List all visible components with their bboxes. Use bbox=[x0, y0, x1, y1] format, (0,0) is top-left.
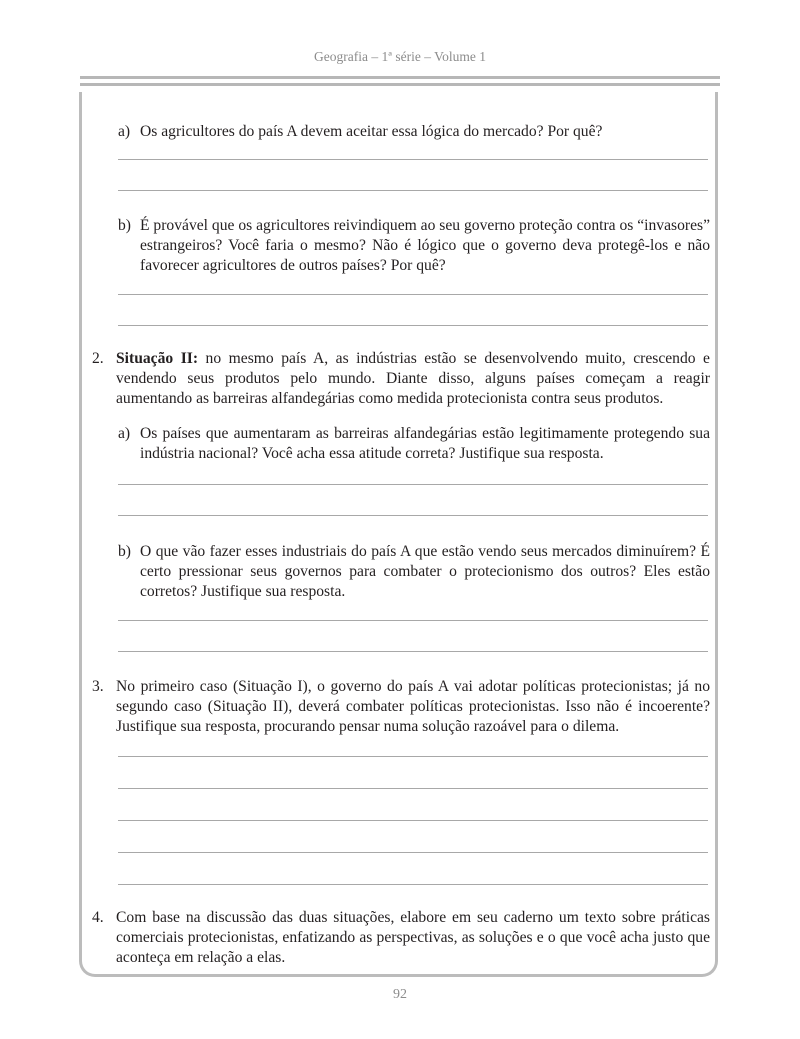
answer-line[interactable] bbox=[118, 484, 708, 485]
question-2 bbox=[92, 349, 710, 409]
question-text: No primeiro caso (Situação I), o governo do país A vai adotar políticas protecionistas; já no segundo caso (Situação II), deverá combater políticas protecionistas. Isso não é incoerente? Justifique sua resposta, procurando pensar numa solução razoável para o dilema. bbox=[116, 678, 710, 735]
answer-line[interactable] bbox=[118, 651, 708, 652]
item-text: O que vão fazer esses industriais do país A que estão vendo seus mercados diminuírem? É certo pressionar seus governos para combater o protecionismo dos outros? Eles estão corretos? Justifique sua resposta. bbox=[140, 543, 710, 600]
item-label: b) bbox=[118, 217, 131, 234]
item-text: É provável que os agricultores reivindiquem ao seu governo proteção contra os “invasores” estrangeiros? Você faria o mesmo? Não é lógico que o governo deva protegê-los e não favorecer agricultores de outros países? Por quê? bbox=[140, 217, 710, 274]
page-number: 92 bbox=[393, 987, 407, 1002]
item-label: a) bbox=[118, 425, 131, 442]
answer-line[interactable] bbox=[118, 159, 708, 160]
question-number: 3. bbox=[92, 678, 104, 695]
question-1a bbox=[118, 122, 710, 142]
answer-line[interactable] bbox=[118, 884, 708, 885]
answer-line[interactable] bbox=[118, 756, 708, 757]
answer-line[interactable] bbox=[118, 294, 708, 295]
answer-line[interactable] bbox=[118, 190, 708, 191]
question-4 bbox=[92, 908, 710, 968]
header-rule-bottom bbox=[80, 83, 720, 86]
question-3 bbox=[92, 677, 710, 737]
answer-line[interactable] bbox=[118, 515, 708, 516]
item-label: b) bbox=[118, 543, 131, 560]
answer-line[interactable] bbox=[118, 852, 708, 853]
question-text: no mesmo país A, as indústrias estão se desenvolvendo muito, crescendo e vendendo seus produtos pelo mundo. Diante disso, alguns países começam a reagir aumentando as barreiras alfandegárias como medida protecionista contra seus produtos. bbox=[116, 350, 710, 407]
header-rule-top bbox=[80, 76, 720, 79]
item-label: a) bbox=[118, 123, 131, 140]
situation-label: Situação II: bbox=[116, 350, 199, 367]
question-1b bbox=[118, 216, 710, 276]
answer-line[interactable] bbox=[118, 620, 708, 621]
question-2a bbox=[118, 424, 710, 464]
item-text: Os agricultores do país A devem aceitar essa lógica do mercado? Por quê? bbox=[140, 123, 603, 140]
question-text: Com base na discussão das duas situações, elabore em seu caderno um texto sobre práticas comerciais protecionistas, enfatizando as perspectivas, as soluções e o que você acha justo que aconteça em relação a elas. bbox=[116, 909, 710, 966]
item-text: Os países que aumentaram as barreiras alfandegárias estão legitimamente protegendo sua indústria nacional? Você acha essa atitude correta? Justifique sua resposta. bbox=[140, 425, 710, 462]
question-number: 4. bbox=[92, 909, 104, 926]
running-head: Geografia – 1ª série – Volume 1 bbox=[314, 49, 486, 64]
answer-line[interactable] bbox=[118, 820, 708, 821]
question-2b bbox=[118, 542, 710, 602]
answer-line[interactable] bbox=[118, 788, 708, 789]
answer-line[interactable] bbox=[118, 325, 708, 326]
question-number: 2. bbox=[92, 350, 104, 367]
